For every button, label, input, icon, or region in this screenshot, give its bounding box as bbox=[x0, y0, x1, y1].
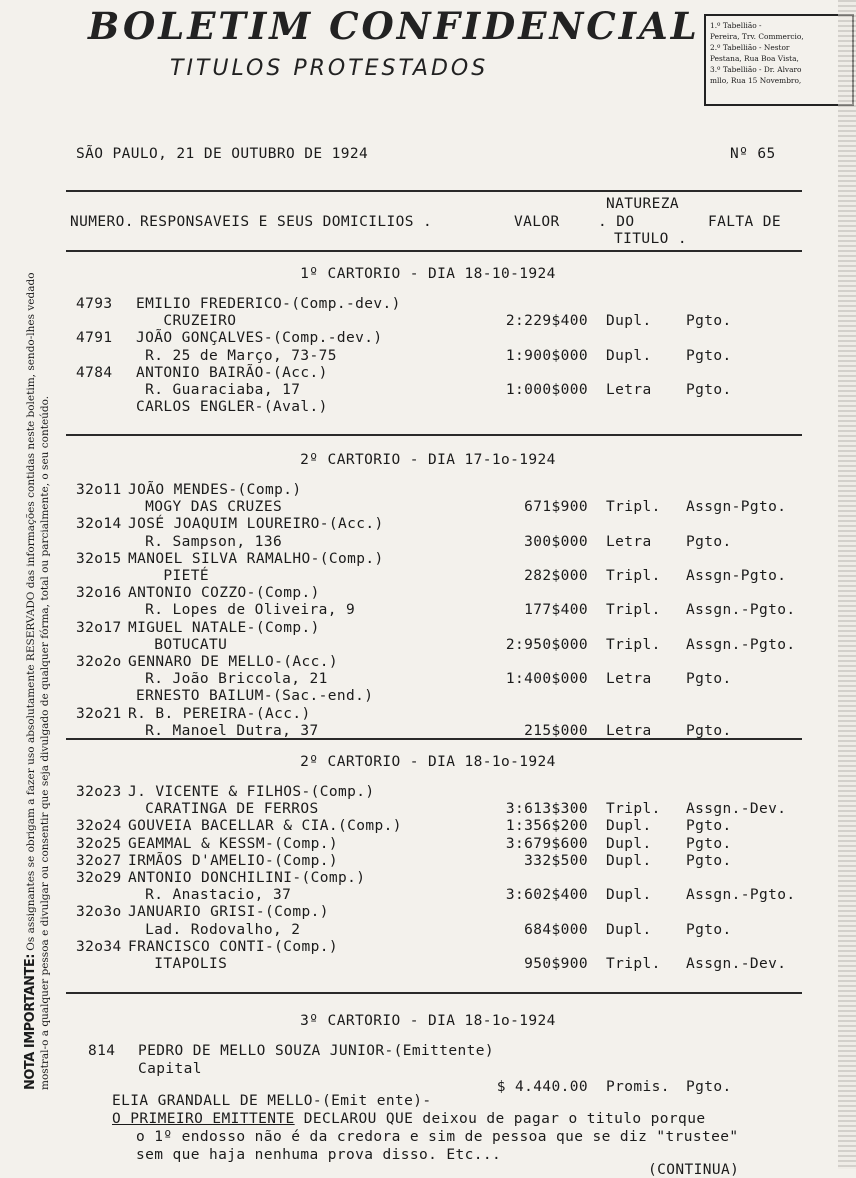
entry-nature: Dupl. bbox=[606, 818, 652, 835]
column-natureza: NATUREZA bbox=[606, 196, 680, 212]
note-line: ELIA GRANDALL DE MELLO-(Emit ente)- bbox=[112, 1093, 432, 1109]
entry-nature: Tripl. bbox=[606, 636, 661, 653]
entry-reason: Pgto. bbox=[686, 921, 732, 938]
entry-party: BOTUCATU bbox=[136, 636, 228, 653]
entry-nature: Dupl. bbox=[606, 852, 652, 869]
entry-party: R. Guaraciaba, 17 bbox=[136, 382, 301, 398]
entry-nature: Dupl. bbox=[606, 921, 652, 938]
entry-party: FRANCISCO CONTI-(Comp.) bbox=[128, 938, 338, 955]
entry-nature: Letra bbox=[606, 671, 652, 688]
entry-number: 32o2o bbox=[76, 654, 122, 670]
place-date: SÃO PAULO, 21 DE OUTUBRO DE 1924 bbox=[76, 146, 369, 162]
entry-number: 4793 bbox=[76, 296, 113, 312]
entry-number: 32o3o bbox=[76, 904, 122, 921]
section-heading: 2º CARTORIO - DIA 17-1o-1924 bbox=[300, 452, 556, 468]
notary-line: Pereira, Trv. Commercio, bbox=[710, 32, 804, 41]
entry-number: 32o24 bbox=[76, 818, 122, 835]
entry-party: J. VICENTE & FILHOS-(Comp.) bbox=[128, 784, 375, 800]
entry-nature: Dupl. bbox=[606, 835, 652, 852]
entry-party: JOÃO GONÇALVES-(Comp.-dev.) bbox=[136, 330, 383, 347]
entry-reason: Assgn.-Dev. bbox=[686, 801, 787, 818]
entry-reason: Assgn.-Pgto. bbox=[686, 887, 796, 904]
section-heading: 3º CARTORIO - DIA 18-1o-1924 bbox=[300, 1013, 556, 1029]
entry-nature: Dupl. bbox=[606, 887, 652, 904]
entry-party: CRUZEIRO bbox=[136, 313, 237, 330]
entry-party: R. Manoel Dutra, 37 bbox=[136, 722, 319, 739]
bulletin-number: Nº 65 bbox=[730, 146, 776, 162]
notary-line: mllo, Rua 15 Novembro, bbox=[710, 76, 802, 85]
entry-reason: Pgto. bbox=[686, 382, 732, 398]
continua-label: (CONTINUA) bbox=[648, 1162, 740, 1178]
entry-number: 32o14 bbox=[76, 516, 122, 533]
entry-value: 1:000$000 bbox=[505, 382, 588, 398]
entry-reason: Pgto. bbox=[686, 347, 732, 364]
entry-reason: Assgn.-Pgto. bbox=[686, 636, 796, 653]
entry-nature: Tripl. bbox=[606, 801, 661, 818]
entry-party: PIETÉ bbox=[136, 568, 210, 584]
notary-line: 1.º Tabellião - bbox=[710, 21, 762, 30]
section-heading: 2º CARTORIO - DIA 18-1o-1924 bbox=[300, 754, 556, 770]
page-edge-wear bbox=[838, 0, 856, 1169]
notary-line: Pestana, Rua Boa Vista, bbox=[710, 54, 799, 63]
section-rule bbox=[66, 434, 802, 436]
entry-reason: Assgn.-Dev. bbox=[686, 956, 787, 972]
header-bottom-rule bbox=[66, 250, 802, 252]
entry-party: MANOEL SILVA RAMALHO-(Comp.) bbox=[128, 550, 384, 567]
entry-nature: Tripl. bbox=[606, 602, 661, 619]
entry-nature: Dupl. bbox=[606, 347, 652, 364]
entry-party: R. B. PEREIRA-(Acc.) bbox=[128, 705, 311, 722]
entry-value: 1:356$200 bbox=[505, 818, 588, 835]
entry-nature: Promis. bbox=[606, 1079, 670, 1095]
column-valor: VALOR bbox=[514, 214, 560, 230]
notary-line: 2.º Tabellião - Nestor bbox=[710, 43, 790, 52]
entry-value: $ 4.440.00 bbox=[496, 1079, 588, 1095]
entry-party: JANUARIO GRISI-(Comp.) bbox=[128, 904, 329, 921]
entry-party: PEDRO DE MELLO SOUZA JUNIOR-(Emittente) bbox=[138, 1043, 495, 1059]
entry-nature: Letra bbox=[606, 533, 652, 550]
note-line: sem que haja nenhuma prova disso. Etc... bbox=[136, 1147, 502, 1163]
entry-party: ITAPOLIS bbox=[136, 956, 228, 972]
entry-value: 215$000 bbox=[524, 722, 588, 739]
entry-party: R. João Briccola, 21 bbox=[136, 671, 328, 688]
entry-value: 684$000 bbox=[524, 921, 588, 938]
entry-reason: Pgto. bbox=[686, 722, 732, 739]
entry-reason: Pgto. bbox=[686, 818, 732, 835]
entry-nature: Dupl. bbox=[606, 313, 652, 330]
entry-reason: Pgto. bbox=[686, 835, 732, 852]
notary-line: 3.º Tabellião - Dr. Alvaro bbox=[710, 65, 802, 74]
entry-number: 32o15 bbox=[76, 550, 122, 567]
entry-party: GEAMMAL & KESSM-(Comp.) bbox=[128, 835, 338, 852]
entry-party: ANTONIO DONCHILINI-(Comp.) bbox=[128, 870, 366, 886]
entry-party: MOGY DAS CRUZES bbox=[136, 499, 283, 516]
entry-reason: Pgto. bbox=[686, 852, 732, 869]
entry-party: EMILIO FREDERICO-(Comp.-dev.) bbox=[136, 296, 401, 312]
notary-address-box bbox=[704, 14, 854, 106]
entry-number: 4791 bbox=[76, 330, 113, 347]
entry-value: 282$000 bbox=[524, 568, 588, 584]
bulletin-title: BOLETIM CONFIDENCIAL bbox=[88, 4, 700, 48]
entry-party: MIGUEL NATALE-(Comp.) bbox=[128, 619, 320, 636]
entry-party: GENNARO DE MELLO-(Acc.) bbox=[128, 654, 338, 670]
section-heading: 1º CARTORIO - DIA 18-10-1924 bbox=[300, 266, 556, 282]
entry-party: JOÃO MENDES-(Comp.) bbox=[128, 482, 302, 498]
entry-number: 32o21 bbox=[76, 705, 122, 722]
note-emphasis: O PRIMEIRO EMITTENTE bbox=[112, 1111, 295, 1127]
entry-reason: Pgto. bbox=[686, 1079, 732, 1095]
entry-number: 32o16 bbox=[76, 585, 122, 602]
entry-number: 32o34 bbox=[76, 938, 122, 955]
entry-party: Capital bbox=[138, 1061, 202, 1077]
entry-reason: Assgn-Pgto. bbox=[686, 568, 787, 584]
margin-notice bbox=[4, 250, 51, 1090]
entry-party: ANTONIO BAIRÃO-(Acc.) bbox=[136, 364, 328, 381]
entry-party: R. Anastacio, 37 bbox=[136, 887, 292, 904]
entry-party: IRMÃOS D'AMELIO-(Comp.) bbox=[128, 852, 338, 869]
section-rule bbox=[66, 738, 802, 740]
entry-reason: Pgto. bbox=[686, 671, 732, 688]
entry-value: 2:950$000 bbox=[505, 636, 588, 653]
entry-reason: Pgto. bbox=[686, 533, 732, 550]
entry-number: 32o29 bbox=[76, 870, 122, 886]
note-text: DECLAROU QUE deixou de pagar o titulo porque bbox=[294, 1111, 706, 1127]
entry-number: 4784 bbox=[76, 364, 113, 381]
entry-party: ERNESTO BAILUM-(Sac.-end.) bbox=[136, 688, 374, 705]
entry-party: CARATINGA DE FERROS bbox=[136, 801, 319, 818]
entry-party: CARLOS ENGLER-(Aval.) bbox=[136, 399, 328, 416]
entry-party: JOSÉ JOAQUIM LOUREIRO-(Acc.) bbox=[128, 516, 384, 533]
entry-reason: Pgto. bbox=[686, 313, 732, 330]
entry-number: 32o11 bbox=[76, 482, 122, 498]
entry-nature: Letra bbox=[606, 382, 652, 398]
entry-value: 671$900 bbox=[524, 499, 588, 516]
entry-party: R. 25 de Março, 73-75 bbox=[136, 347, 337, 364]
note-line: o 1º endosso não é da credora e sim de pessoa que se diz "trustee" bbox=[136, 1129, 739, 1145]
section-rule bbox=[66, 992, 802, 994]
column-responsaveis: RESPONSAVEIS E SEUS DOMICILIOS . bbox=[140, 214, 433, 230]
entry-nature: Tripl. bbox=[606, 956, 661, 972]
column-falta: FALTA DE bbox=[708, 214, 782, 230]
header-top-rule bbox=[66, 190, 802, 192]
entry-value: 300$000 bbox=[524, 533, 588, 550]
entry-value: 950$900 bbox=[524, 956, 588, 972]
entry-number: 32o27 bbox=[76, 852, 122, 869]
entry-reason: Assgn-Pgto. bbox=[686, 499, 787, 516]
entry-value: 1:400$000 bbox=[505, 671, 588, 688]
entry-number: 32o23 bbox=[76, 784, 122, 800]
column-natureza: . DO bbox=[598, 214, 635, 230]
entry-value: 3:613$300 bbox=[505, 801, 588, 818]
column-natureza: TITULO . bbox=[614, 231, 688, 247]
entry-party: GOUVEIA BACELLAR & CIA.(Comp.) bbox=[128, 818, 402, 835]
entry-number: 32o25 bbox=[76, 835, 122, 852]
bulletin-subtitle: TITULOS PROTESTADOS bbox=[170, 56, 489, 81]
entry-party: Lad. Rodovalho, 2 bbox=[136, 921, 301, 938]
entry-nature: Letra bbox=[606, 722, 652, 739]
entry-party: R. Sampson, 136 bbox=[136, 533, 283, 550]
entry-value: 3:602$400 bbox=[505, 887, 588, 904]
margin-notice-text: Os assignantes se obrigam a fazer uso absolutamente RESERVADO das informações contidas neste boletim, sendo-lhes vedado mostral-o a qualquer pessoa e divulgar ou consentir que seja divulgado de qualquer fórma, total ou parcialmente, o seu conteúdo. bbox=[25, 272, 51, 1090]
entry-reason: Assgn.-Pgto. bbox=[686, 602, 796, 619]
entry-nature: Tripl. bbox=[606, 568, 661, 584]
note-line bbox=[112, 1111, 705, 1127]
entry-nature: Tripl. bbox=[606, 499, 661, 516]
entry-value: 2:229$400 bbox=[505, 313, 588, 330]
entry-party: ANTONIO COZZO-(Comp.) bbox=[128, 585, 320, 602]
entry-number: 32o17 bbox=[76, 619, 122, 636]
entry-party: R. Lopes de Oliveira, 9 bbox=[136, 602, 356, 619]
entry-number: 814 bbox=[88, 1043, 116, 1059]
entry-value: 332$500 bbox=[524, 852, 588, 869]
column-numero: NUMERO. bbox=[70, 214, 134, 230]
entry-value: 177$400 bbox=[524, 602, 588, 619]
entry-value: 3:679$600 bbox=[505, 835, 588, 852]
entry-value: 1:900$000 bbox=[505, 347, 588, 364]
margin-notice-label: NOTA IMPORTANTE: bbox=[23, 954, 38, 1090]
